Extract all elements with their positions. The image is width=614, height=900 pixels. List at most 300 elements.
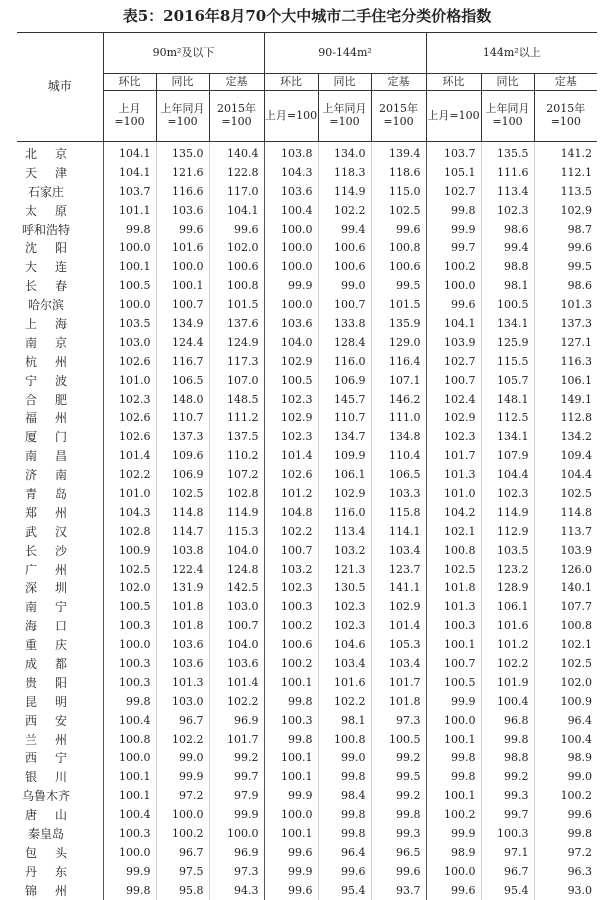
table-body <box>17 142 597 900</box>
value-cell: 148.1 <box>481 390 534 409</box>
value-cell: 103.3 <box>371 484 426 503</box>
value-cell: 95.8 <box>156 881 209 900</box>
value-cell: 100.9 <box>534 692 597 711</box>
value-cell: 103.5 <box>481 541 534 560</box>
city-cell <box>17 371 103 390</box>
value-cell: 101.6 <box>318 673 371 692</box>
value-cell: 100.2 <box>264 654 318 673</box>
value-cell: 124.8 <box>209 560 264 579</box>
table-row <box>17 560 597 579</box>
value-cell: 102.3 <box>426 427 481 446</box>
value-cell: 101.7 <box>209 730 264 749</box>
value-cell: 114.9 <box>318 182 371 201</box>
value-cell: 139.4 <box>371 142 426 163</box>
table-row <box>17 201 597 220</box>
value-cell: 102.2 <box>264 522 318 541</box>
value-cell: 100.0 <box>426 862 481 881</box>
value-cell: 99.0 <box>318 749 371 768</box>
value-cell: 106.9 <box>318 371 371 390</box>
value-cell: 102.5 <box>371 201 426 220</box>
table-row <box>17 692 597 711</box>
value-cell: 101.8 <box>156 597 209 616</box>
table-row <box>17 749 597 768</box>
city-cell <box>17 446 103 465</box>
table-row <box>17 465 597 484</box>
value-cell: 99.6 <box>426 295 481 314</box>
value-cell: 93.0 <box>534 881 597 900</box>
value-cell: 100.0 <box>103 749 156 768</box>
city-cell <box>17 390 103 409</box>
value-cell: 100.2 <box>426 805 481 824</box>
group-header-medium: 90-144m² <box>264 33 426 74</box>
value-cell: 104.1 <box>103 142 156 163</box>
city-name: 福 州 <box>24 411 67 426</box>
table-row <box>17 635 597 654</box>
value-cell: 102.2 <box>481 654 534 673</box>
value-cell: 104.1 <box>103 163 156 182</box>
value-cell: 106.5 <box>371 465 426 484</box>
value-cell: 101.6 <box>481 616 534 635</box>
value-cell: 101.0 <box>426 484 481 503</box>
value-cell: 103.8 <box>156 541 209 560</box>
value-cell: 102.5 <box>103 560 156 579</box>
value-cell: 96.7 <box>156 711 209 730</box>
value-cell: 102.9 <box>264 352 318 371</box>
value-cell: 104.6 <box>318 635 371 654</box>
value-cell: 100.0 <box>103 843 156 862</box>
value-cell: 99.4 <box>318 220 371 239</box>
value-cell: 102.3 <box>264 578 318 597</box>
city-cell <box>17 541 103 560</box>
city-name: 宁 波 <box>24 373 67 388</box>
value-cell: 96.7 <box>156 843 209 862</box>
value-cell: 116.0 <box>318 503 371 522</box>
value-cell: 102.6 <box>264 465 318 484</box>
value-cell: 112.8 <box>534 408 597 427</box>
value-cell: 99.3 <box>481 786 534 805</box>
value-cell: 103.9 <box>426 333 481 352</box>
value-cell: 102.1 <box>426 522 481 541</box>
value-cell: 135.0 <box>156 142 209 163</box>
city-cell <box>17 560 103 579</box>
value-cell: 101.5 <box>371 295 426 314</box>
value-cell: 99.6 <box>426 881 481 900</box>
value-cell: 99.8 <box>264 692 318 711</box>
value-cell: 102.2 <box>318 692 371 711</box>
subheader-cell: 同比 <box>481 74 534 91</box>
city-name: 厦 门 <box>24 430 67 445</box>
value-cell: 99.6 <box>264 881 318 900</box>
base-cell: 2015年=100 <box>371 91 426 142</box>
value-cell: 103.0 <box>103 333 156 352</box>
base-row <box>17 91 597 142</box>
city-name: 锦 州 <box>24 883 67 898</box>
value-cell: 100.0 <box>264 257 318 276</box>
value-cell: 101.7 <box>371 673 426 692</box>
city-cell <box>17 352 103 371</box>
value-cell: 100.5 <box>103 597 156 616</box>
value-cell: 124.4 <box>156 333 209 352</box>
value-cell: 99.9 <box>156 767 209 786</box>
city-name: 长 沙 <box>24 543 67 558</box>
value-cell: 102.3 <box>481 484 534 503</box>
value-cell: 104.3 <box>264 163 318 182</box>
value-cell: 107.9 <box>481 446 534 465</box>
value-cell: 100.4 <box>103 805 156 824</box>
value-cell: 135.9 <box>371 314 426 333</box>
value-cell: 100.6 <box>264 635 318 654</box>
value-cell: 110.7 <box>318 408 371 427</box>
value-cell: 99.7 <box>209 767 264 786</box>
value-cell: 102.2 <box>318 201 371 220</box>
value-cell: 109.6 <box>156 446 209 465</box>
value-cell: 134.1 <box>481 427 534 446</box>
city-name: 哈尔滨 <box>27 298 64 313</box>
city-cell <box>17 182 103 201</box>
value-cell: 140.1 <box>534 578 597 597</box>
city-cell <box>17 163 103 182</box>
value-cell: 103.4 <box>371 654 426 673</box>
subheader-cell: 同比 <box>156 74 209 91</box>
city-cell <box>17 730 103 749</box>
value-cell: 100.1 <box>264 749 318 768</box>
value-cell: 97.9 <box>209 786 264 805</box>
value-cell: 104.4 <box>481 465 534 484</box>
value-cell: 99.6 <box>156 220 209 239</box>
value-cell: 137.5 <box>209 427 264 446</box>
value-cell: 102.8 <box>209 484 264 503</box>
value-cell: 102.4 <box>426 390 481 409</box>
value-cell: 100.7 <box>426 654 481 673</box>
city-name: 青 岛 <box>24 486 67 501</box>
value-cell: 114.8 <box>534 503 597 522</box>
value-cell: 104.8 <box>264 503 318 522</box>
value-cell: 114.1 <box>371 522 426 541</box>
value-cell: 106.1 <box>318 465 371 484</box>
table-row <box>17 597 597 616</box>
value-cell: 107.0 <box>209 371 264 390</box>
value-cell: 131.9 <box>156 578 209 597</box>
value-cell: 100.1 <box>103 786 156 805</box>
value-cell: 100.3 <box>264 711 318 730</box>
value-cell: 100.4 <box>481 692 534 711</box>
value-cell: 100.1 <box>426 786 481 805</box>
value-cell: 103.6 <box>156 654 209 673</box>
value-cell: 100.8 <box>318 730 371 749</box>
value-cell: 100.6 <box>371 257 426 276</box>
value-cell: 93.7 <box>371 881 426 900</box>
value-cell: 97.3 <box>209 862 264 881</box>
value-cell: 127.1 <box>534 333 597 352</box>
city-cell <box>17 142 103 163</box>
subheader-cell: 同比 <box>318 74 371 91</box>
value-cell: 125.9 <box>481 333 534 352</box>
value-cell: 117.0 <box>209 182 264 201</box>
value-cell: 103.4 <box>371 541 426 560</box>
value-cell: 101.3 <box>534 295 597 314</box>
value-cell: 106.5 <box>156 371 209 390</box>
value-cell: 102.0 <box>209 238 264 257</box>
value-cell: 135.5 <box>481 142 534 163</box>
value-cell: 100.6 <box>318 238 371 257</box>
value-cell: 95.4 <box>481 881 534 900</box>
value-cell: 102.2 <box>209 692 264 711</box>
city-cell <box>17 635 103 654</box>
city-cell <box>17 749 103 768</box>
city-name: 大 连 <box>24 260 67 275</box>
value-cell: 103.0 <box>156 692 209 711</box>
value-cell: 101.5 <box>209 295 264 314</box>
group-header-large: 144m²以上 <box>426 33 597 74</box>
value-cell: 99.9 <box>264 276 318 295</box>
value-cell: 137.6 <box>209 314 264 333</box>
value-cell: 95.4 <box>318 881 371 900</box>
city-name: 西 安 <box>24 713 67 728</box>
value-cell: 110.2 <box>209 446 264 465</box>
table-title: 表5：2016年8月70个大中城市二手住宅分类价格指数 <box>122 7 492 25</box>
value-cell: 103.8 <box>264 142 318 163</box>
value-cell: 100.0 <box>156 257 209 276</box>
value-cell: 99.6 <box>371 220 426 239</box>
value-cell: 99.6 <box>209 220 264 239</box>
subheader-cell: 环比 <box>103 74 156 91</box>
city-cell <box>17 484 103 503</box>
value-cell: 100.0 <box>103 238 156 257</box>
value-cell: 100.1 <box>426 635 481 654</box>
value-cell: 102.7 <box>426 352 481 371</box>
value-cell: 148.0 <box>156 390 209 409</box>
value-cell: 100.6 <box>318 257 371 276</box>
value-cell: 102.3 <box>264 390 318 409</box>
value-cell: 98.6 <box>534 276 597 295</box>
value-cell: 104.1 <box>426 314 481 333</box>
value-cell: 102.0 <box>103 578 156 597</box>
value-cell: 104.1 <box>209 201 264 220</box>
value-cell: 116.4 <box>371 352 426 371</box>
value-cell: 100.0 <box>103 295 156 314</box>
value-cell: 102.3 <box>103 390 156 409</box>
table-row <box>17 786 597 805</box>
value-cell: 101.6 <box>156 238 209 257</box>
city-cell <box>17 333 103 352</box>
value-cell: 101.8 <box>371 692 426 711</box>
value-cell: 99.8 <box>103 220 156 239</box>
city-cell <box>17 295 103 314</box>
city-cell <box>17 220 103 239</box>
table-row <box>17 446 597 465</box>
value-cell: 99.9 <box>426 824 481 843</box>
value-cell: 104.3 <box>103 503 156 522</box>
value-cell: 101.4 <box>103 446 156 465</box>
value-cell: 98.7 <box>534 220 597 239</box>
table-row <box>17 142 597 163</box>
value-cell: 99.8 <box>103 692 156 711</box>
city-cell <box>17 616 103 635</box>
value-cell: 97.2 <box>156 786 209 805</box>
table-row <box>17 767 597 786</box>
value-cell: 102.0 <box>534 673 597 692</box>
city-cell <box>17 276 103 295</box>
value-cell: 103.6 <box>264 182 318 201</box>
value-cell: 100.5 <box>481 295 534 314</box>
city-name: 海 口 <box>24 619 67 634</box>
value-cell: 96.4 <box>318 843 371 862</box>
value-cell: 114.9 <box>481 503 534 522</box>
value-cell: 123.7 <box>371 560 426 579</box>
table-row <box>17 352 597 371</box>
value-cell: 100.8 <box>534 616 597 635</box>
value-cell: 99.8 <box>371 805 426 824</box>
value-cell: 99.2 <box>371 786 426 805</box>
city-name: 成 都 <box>24 656 67 671</box>
value-cell: 111.2 <box>209 408 264 427</box>
value-cell: 140.4 <box>209 142 264 163</box>
table-row <box>17 541 597 560</box>
city-cell <box>17 522 103 541</box>
value-cell: 110.7 <box>156 408 209 427</box>
value-cell: 99.9 <box>264 862 318 881</box>
value-cell: 103.6 <box>264 314 318 333</box>
value-cell: 99.8 <box>318 824 371 843</box>
city-cell <box>17 578 103 597</box>
value-cell: 102.1 <box>534 635 597 654</box>
value-cell: 96.7 <box>481 862 534 881</box>
value-cell: 103.4 <box>318 654 371 673</box>
value-cell: 100.2 <box>156 824 209 843</box>
city-cell <box>17 843 103 862</box>
city-cell <box>17 862 103 881</box>
value-cell: 109.4 <box>534 446 597 465</box>
value-cell: 110.4 <box>371 446 426 465</box>
city-name: 南 京 <box>24 335 67 350</box>
value-cell: 113.4 <box>481 182 534 201</box>
value-cell: 130.5 <box>318 578 371 597</box>
value-cell: 145.7 <box>318 390 371 409</box>
value-cell: 97.2 <box>534 843 597 862</box>
city-name: 上 海 <box>24 316 67 331</box>
value-cell: 100.8 <box>371 238 426 257</box>
table-row <box>17 333 597 352</box>
value-cell: 100.1 <box>264 824 318 843</box>
value-cell: 99.9 <box>426 220 481 239</box>
value-cell: 103.9 <box>534 541 597 560</box>
city-name: 重 庆 <box>24 638 67 653</box>
value-cell: 99.8 <box>481 730 534 749</box>
value-cell: 137.3 <box>534 314 597 333</box>
group-header-small: 90m²及以下 <box>103 33 264 74</box>
city-cell <box>17 408 103 427</box>
value-cell: 99.8 <box>426 749 481 768</box>
base-cell: 2015年=100 <box>209 91 264 142</box>
value-cell: 98.6 <box>481 220 534 239</box>
value-cell: 102.9 <box>264 408 318 427</box>
value-cell: 100.2 <box>534 786 597 805</box>
value-cell: 96.9 <box>209 843 264 862</box>
value-cell: 133.8 <box>318 314 371 333</box>
value-cell: 99.2 <box>481 767 534 786</box>
value-cell: 100.5 <box>426 673 481 692</box>
city-cell <box>17 711 103 730</box>
value-cell: 98.4 <box>318 786 371 805</box>
value-cell: 102.9 <box>371 597 426 616</box>
value-cell: 105.1 <box>426 163 481 182</box>
city-cell <box>17 805 103 824</box>
value-cell: 99.3 <box>371 824 426 843</box>
value-cell: 115.8 <box>371 503 426 522</box>
value-cell: 134.9 <box>156 314 209 333</box>
city-cell <box>17 692 103 711</box>
subheader-cell: 环比 <box>426 74 481 91</box>
city-cell <box>17 238 103 257</box>
base-cell: 上年同月=100 <box>156 91 209 142</box>
city-cell <box>17 654 103 673</box>
table-row <box>17 295 597 314</box>
value-cell: 100.6 <box>209 257 264 276</box>
value-cell: 101.4 <box>371 616 426 635</box>
value-cell: 101.3 <box>426 465 481 484</box>
value-cell: 100.7 <box>426 371 481 390</box>
value-cell: 122.8 <box>209 163 264 182</box>
value-cell: 97.1 <box>481 843 534 862</box>
value-cell: 100.7 <box>209 616 264 635</box>
value-cell: 100.8 <box>103 730 156 749</box>
table-row <box>17 314 597 333</box>
value-cell: 103.5 <box>103 314 156 333</box>
value-cell: 112.1 <box>534 163 597 182</box>
table-header <box>17 33 597 142</box>
value-cell: 98.9 <box>426 843 481 862</box>
value-cell: 99.8 <box>426 767 481 786</box>
value-cell: 100.0 <box>156 805 209 824</box>
table-row <box>17 484 597 503</box>
value-cell: 100.5 <box>103 276 156 295</box>
value-cell: 100.0 <box>264 238 318 257</box>
value-cell: 100.2 <box>426 257 481 276</box>
table-row <box>17 805 597 824</box>
value-cell: 99.8 <box>318 767 371 786</box>
value-cell: 111.0 <box>371 408 426 427</box>
value-cell: 114.8 <box>156 503 209 522</box>
city-name: 贵 阳 <box>24 675 67 690</box>
table-row <box>17 257 597 276</box>
value-cell: 100.2 <box>264 616 318 635</box>
value-cell: 102.5 <box>426 560 481 579</box>
city-name: 唐 山 <box>24 808 67 823</box>
table-row <box>17 371 597 390</box>
value-cell: 103.7 <box>426 142 481 163</box>
value-cell: 113.4 <box>318 522 371 541</box>
value-cell: 146.2 <box>371 390 426 409</box>
value-cell: 99.8 <box>426 201 481 220</box>
city-name: 天 津 <box>24 165 67 180</box>
value-cell: 109.9 <box>318 446 371 465</box>
value-cell: 102.6 <box>103 408 156 427</box>
city-cell <box>17 465 103 484</box>
table-row <box>17 390 597 409</box>
value-cell: 116.0 <box>318 352 371 371</box>
value-cell: 102.2 <box>156 730 209 749</box>
value-cell: 100.8 <box>426 541 481 560</box>
city-name: 银 川 <box>24 770 67 785</box>
value-cell: 99.6 <box>371 862 426 881</box>
value-cell: 113.5 <box>534 182 597 201</box>
value-cell: 149.1 <box>534 390 597 409</box>
table-row <box>17 182 597 201</box>
city-name: 南 昌 <box>24 449 67 464</box>
city-name: 广 州 <box>24 562 67 577</box>
value-cell: 124.9 <box>209 333 264 352</box>
value-cell: 99.0 <box>318 276 371 295</box>
